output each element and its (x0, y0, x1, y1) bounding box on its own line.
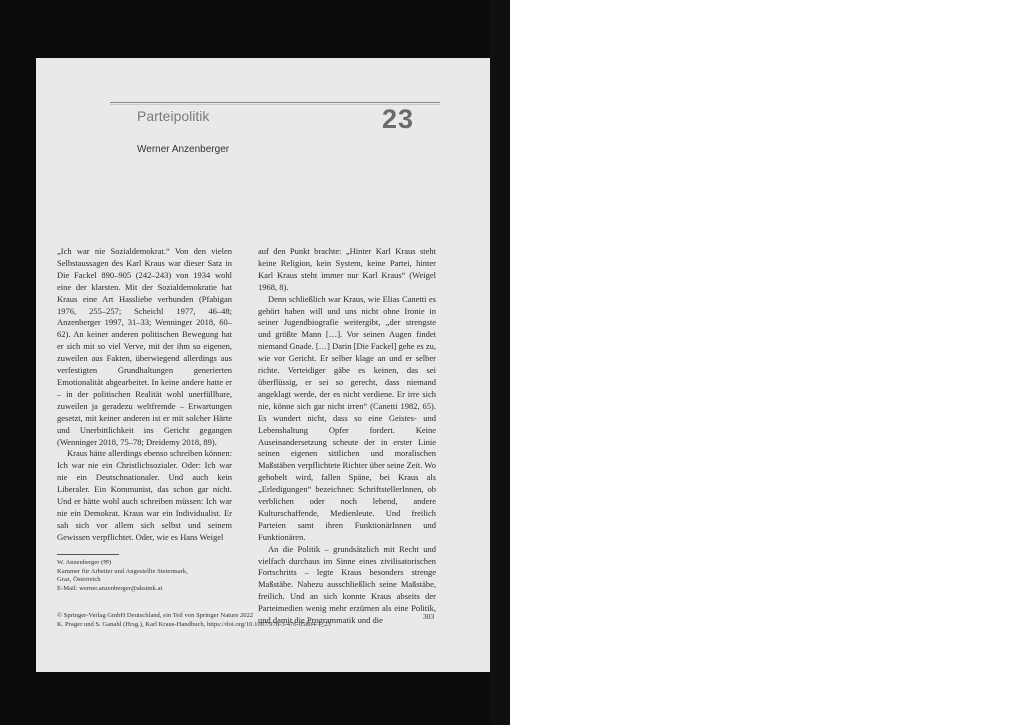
footnote-city: Graz, Österreich (57, 576, 101, 584)
paragraph: „Ich war nie Sozialdemokrat.“ Von den vielen Selbstaussagen des Karl Kraus war dieser Satz in Die Fackel 890–905 (242–243) von 1934 wohl eine der klarsten. Mit der Sozialdemokratie hat Kraus eine Art Hassliebe verbunden (Pfabigan 1976, 255–257; Scheichl 1977, 46–48; Anzenberger 1997, 31–33; Wenninger 2018, 60–62). An keiner anderen politischen Bewegung hat er sich mit so viel Verve, mit der ihm so eigenen, zuweilen aus Fakten, überwiegend allerdings aus verfestigten Grundhaltungen generierten Emotionalität abgearbeitet. In keine andere hatte er – in der politischen Realität wohl unerfüllbare, zuweilen ja geradezu weltfremde – Erwartungen gesetzt, mit keiner anderen ist er mit solcher Härte und Unerbittlichkeit ins Gericht gegangen (Wenninger 2018, 75–78; Dreidemy 2018, 89). (57, 246, 232, 447)
page-number: 303 (423, 612, 435, 621)
author-footnote (57, 559, 247, 593)
footer-copyright: © Springer-Verlag GmbH Deutschland, ein Teil von Springer Nature 2022 (57, 612, 254, 619)
chapter-author: Werner Anzenberger (137, 144, 230, 155)
scan-border-bottom (0, 672, 510, 725)
page-footer (57, 612, 437, 629)
paragraph: Kraus hätte allerdings ebenso schreiben können: Ich war nie ein Christlichsozialer. Oder: Ich war nie ein Deutschnationaler. Und auch kein Liberaler. Ein Kommunist, das schon gar nicht. Und er hätte wohl auch schreiben müssen: Ich war nie ein Demokrat. Kraus war ein Individualist. Er sah sich vor allem sich selbst und seinem Gewissen verpflichtet. Oder, wie es Hans Weigel (57, 448, 232, 542)
paragraph: An die Politik – grundsätzlich mit Recht und vielfach durchaus im Sinne eines zivilisatorischen Fortschritts – legte Kraus besonders strenge Maßstäbe. Nahezu ausschließlich seine Maßstäbe, freilich. Und an sich konnte Kraus abseits der Parteimedien wenig mehr erzürnen als eine Politik, und damit die Programmatik und die (258, 543, 436, 626)
footnote-affiliation: Kammer für Arbeiter und Angestellte Steiermark, (57, 567, 188, 575)
chapter-number: 23 (382, 104, 415, 134)
footnote-rule (57, 554, 119, 555)
paragraph: Denn schließlich war Kraus, wie Elias Canetti es gehört haben will und uns nicht ohne Ironie in seiner Jugendbiografie weitergibt, „der strengste und größte Mann […]. Vor seinen Augen findet niemand Gnade. […] Darin [Die Fackel] gehe es zu, wie vor Gericht. Er selber klage an und er selber richte. Verteidiger gäbe es keinen, das sei überflüssig, er sei so gerecht, dass niemand angeklagt werde, der es nicht verdiene. Er irre sich nie, könne sich gar nicht irren“ (Canetti 1982, 65). Es wundert nicht, dass so eine Geistes- und Lebenshaltung Opfer fordert. Keine Auseinandersetzung scheute der in erster Linie seinen eigenen sittlichen und moralischen Maßstäben verpflichtete Richter über seine Zeit. Wo gehobelt wird, fallen Späne, bei Kraus als „Erledigungen“ bezeichnet: SchriftstellerInnen, ob verblichen oder noch lebend, andere Kulturschaffende, Medienleute. Und freilich Parteien samt ihren FunktionärInnen und Funktionären. (258, 293, 436, 542)
chapter-title: Parteipolitik (137, 108, 210, 124)
footnote-name: W. Anzenberger (✉) (57, 559, 112, 566)
scan-border-top (0, 0, 505, 58)
book-spine-shadow (490, 0, 510, 725)
text-column-left (57, 246, 232, 544)
scan-border-left (0, 0, 36, 725)
footer-citation: K. Prager und S. Ganahl (Hrsg.), Karl Kraus-Handbuch, https://doi.org/10.1007/978-3-476-05804-1_23 (57, 620, 331, 628)
text-column-right (258, 246, 436, 627)
footnote-email: E-Mail: werner.anzenberger@akstmk.at (57, 584, 163, 592)
chapter-rule (110, 102, 440, 103)
paragraph: auf den Punkt brachte: „Hinter Karl Kraus steht keine Religion, kein System, keine Partei, hinter Karl Kraus steht immer nur Karl Kraus“ (Weigel 1968, 8). (258, 246, 436, 292)
